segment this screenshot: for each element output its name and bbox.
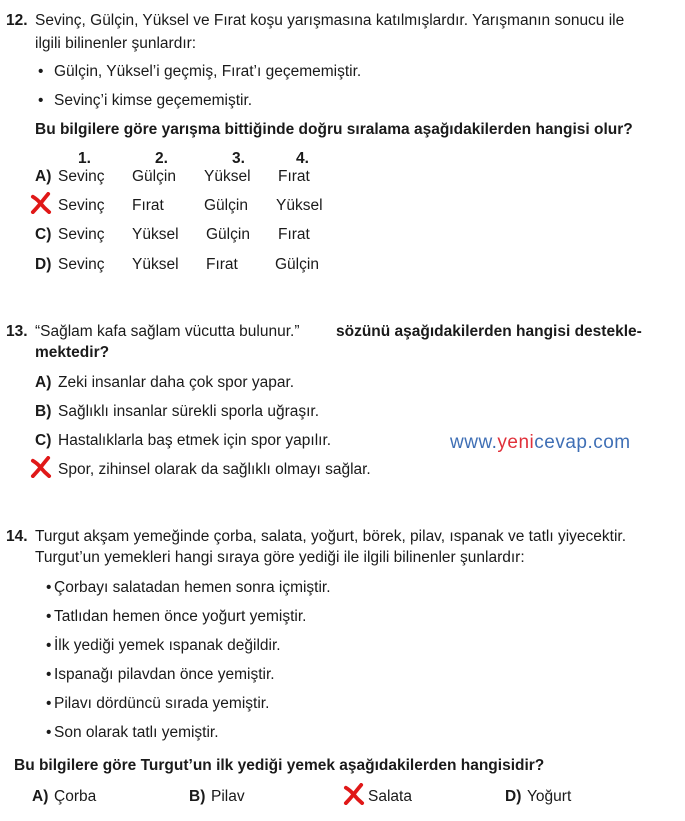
q12-bullet-1: Gülçin, Yüksel’i geçmiş, Fırat’ı geçememiştir.	[54, 63, 362, 80]
option-letter: A)	[35, 168, 52, 185]
bullet-icon: •	[46, 724, 52, 741]
bullet-icon: •	[38, 92, 44, 109]
option-text: Salata	[368, 788, 412, 805]
bullet-icon: •	[38, 63, 44, 80]
option-text: Yoğurt	[527, 788, 572, 805]
q13-stem-quote: “Sağlam kafa sağlam vücutta bulunur.”	[35, 323, 300, 340]
watermark	[450, 432, 631, 454]
q14-stem-line2: Turgut’un yemekleri hangi sıraya göre yediği ile ilgili bilinenler şunlardır:	[35, 549, 525, 566]
option-letter: D)	[505, 788, 522, 805]
option-cell: Sevinç	[58, 168, 105, 185]
option-cell: Gülçin	[275, 256, 319, 273]
option-cell: Gülçin	[204, 197, 248, 214]
option-cell: Gülçin	[206, 226, 250, 243]
option-cell: Fırat	[278, 226, 310, 243]
option-letter: A)	[32, 788, 49, 805]
bullet-icon: •	[46, 666, 52, 683]
option-text: Hastalıklarla baş etmek için spor yapılır.	[58, 432, 332, 449]
option-cell: Fırat	[132, 197, 164, 214]
q14-number: 14.	[6, 528, 28, 545]
q14-bullet-3: İlk yediği yemek ıspanak değildir.	[54, 637, 281, 654]
watermark-suffix: cevap.com	[534, 432, 631, 453]
option-letter: B)	[35, 403, 52, 420]
option-letter: D)	[35, 256, 52, 273]
option-text: Pilav	[211, 788, 245, 805]
option-cell: Fırat	[278, 168, 310, 185]
q14-bullet-5: Pilavı dördüncü sırada yemiştir.	[54, 695, 270, 712]
option-cell: Yüksel	[132, 226, 179, 243]
watermark-prefix: www.	[450, 432, 498, 453]
q12-header-1: 1.	[78, 150, 91, 167]
option-cell: Sevinç	[58, 197, 105, 214]
q12-bullet-2: Sevinç’i kimse geçememiştir.	[54, 92, 253, 109]
answer-cross-mark-icon	[343, 783, 365, 805]
q12-stem-line1: Sevinç, Gülçin, Yüksel ve Fırat koşu yarışmasına katılmışlardır. Yarışmanın sonucu ile	[35, 12, 625, 29]
q13-stem-bold-1: sözünü aşağıdakilerden hangisi destekle-	[336, 323, 642, 340]
q13-number: 13.	[6, 323, 28, 340]
option-cell: Yüksel	[204, 168, 251, 185]
q14-bullet-6: Son olarak tatlı yemiştir.	[54, 724, 219, 741]
option-text: Çorba	[54, 788, 97, 805]
option-cell: Fırat	[206, 256, 238, 273]
option-text: Sağlıklı insanlar sürekli sporla uğraşır.	[58, 403, 320, 420]
bullet-icon: •	[46, 637, 52, 654]
option-cell: Yüksel	[132, 256, 179, 273]
option-cell: Yüksel	[276, 197, 323, 214]
q12-header-3: 3.	[232, 150, 245, 167]
option-text: Zeki insanlar daha çok spor yapar.	[58, 374, 295, 391]
q14-stem-line1: Turgut akşam yemeğinde çorba, salata, yoğurt, börek, pilav, ıspanak ve tatlı yiyecektir.	[35, 528, 627, 545]
q12-header-4: 4.	[296, 150, 309, 167]
watermark-accent: yeni	[497, 432, 535, 453]
bullet-icon: •	[46, 695, 52, 712]
answer-cross-mark-icon	[30, 192, 52, 214]
q14-bullet-2: Tatlıdan hemen önce yoğurt yemiştir.	[54, 608, 307, 625]
option-letter: C)	[35, 226, 52, 243]
q12-question: Bu bilgilere göre yarışma bittiğinde doğru sıralama aşağıdakilerden hangisi olur?	[35, 121, 633, 138]
option-letter: A)	[35, 374, 52, 391]
option-letter: C)	[35, 432, 52, 449]
option-cell: Sevinç	[58, 226, 105, 243]
q12-stem-line2: ilgili bilinenler şunlardır:	[35, 35, 197, 52]
q12-header-2: 2.	[155, 150, 168, 167]
option-cell: Sevinç	[58, 256, 105, 273]
option-text: Spor, zihinsel olarak da sağlıklı olmayı sağlar.	[58, 461, 371, 478]
option-cell: Gülçin	[132, 168, 176, 185]
q12-number: 12.	[6, 12, 28, 29]
option-letter: B)	[189, 788, 206, 805]
q14-bullet-4: Ispanağı pilavdan önce yemiştir.	[54, 666, 275, 683]
q14-question: Bu bilgilere göre Turgut’un ilk yediği yemek aşağıdakilerden hangisidir?	[14, 757, 545, 774]
bullet-icon: •	[46, 608, 52, 625]
answer-cross-mark-icon	[30, 456, 52, 478]
q14-bullet-1: Çorbayı salatadan hemen sonra içmiştir.	[54, 579, 331, 596]
bullet-icon: •	[46, 579, 52, 596]
q13-stem-bold-2: mektedir?	[35, 344, 110, 361]
